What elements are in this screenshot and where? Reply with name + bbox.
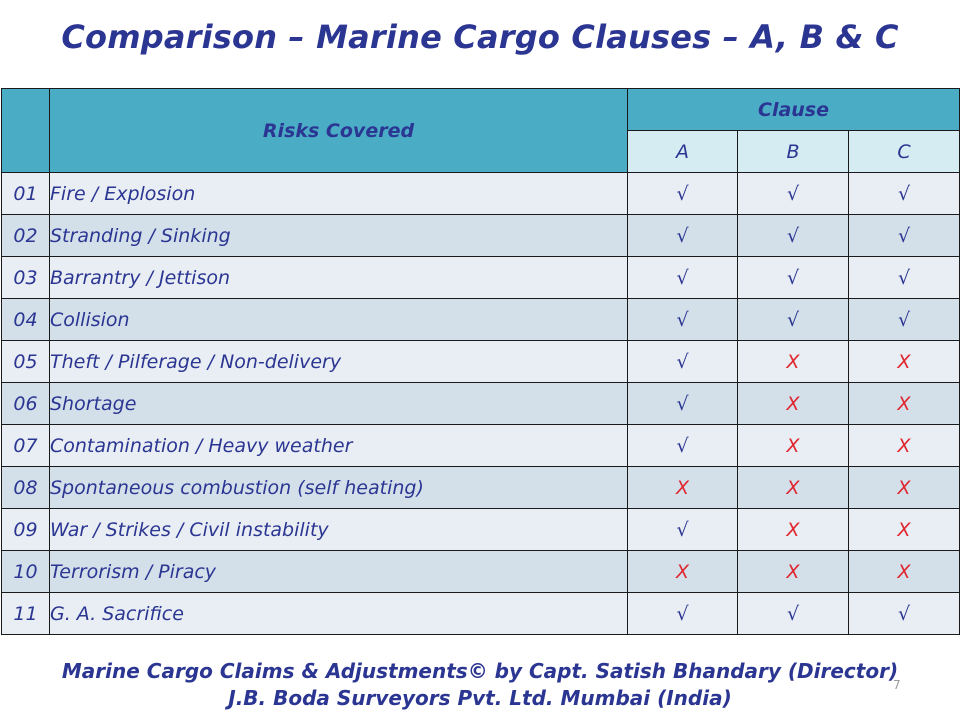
table-body — [2, 173, 960, 635]
clause-b-mark: X — [738, 383, 849, 425]
row-number: 10 — [2, 551, 50, 593]
clause-a-mark: X — [628, 467, 738, 509]
table-row — [2, 425, 960, 467]
table-row — [2, 383, 960, 425]
clause-a-mark: √ — [628, 299, 738, 341]
risk-label: Shortage — [50, 383, 628, 425]
page-number: 7 — [893, 678, 901, 692]
clause-c-mark: X — [849, 551, 960, 593]
risks-covered-header: Risks Covered — [50, 89, 628, 173]
row-number: 05 — [2, 341, 50, 383]
number-header-cell — [2, 89, 50, 173]
table-row — [2, 509, 960, 551]
clause-b-mark: X — [738, 509, 849, 551]
table-row — [2, 467, 960, 509]
row-number: 11 — [2, 593, 50, 635]
clause-a-mark: √ — [628, 173, 738, 215]
clause-c-mark: √ — [849, 173, 960, 215]
risk-label: Collision — [50, 299, 628, 341]
clause-c-mark: X — [849, 425, 960, 467]
table-row — [2, 299, 960, 341]
clause-c-mark: √ — [849, 257, 960, 299]
clause-header: Clause — [628, 89, 960, 131]
clause-a-header: A — [628, 131, 738, 173]
clause-b-mark: √ — [738, 215, 849, 257]
table-row — [2, 341, 960, 383]
clause-b-mark: √ — [738, 173, 849, 215]
table-row — [2, 257, 960, 299]
clause-a-mark: √ — [628, 383, 738, 425]
clause-b-mark: X — [738, 467, 849, 509]
clause-b-mark: √ — [738, 257, 849, 299]
clause-c-mark: X — [849, 341, 960, 383]
risk-label: Terrorism / Piracy — [50, 551, 628, 593]
clause-a-mark: √ — [628, 215, 738, 257]
risk-label: Spontaneous combustion (self heating) — [50, 467, 628, 509]
clause-b-mark: √ — [738, 299, 849, 341]
row-number: 09 — [2, 509, 50, 551]
clause-c-mark: X — [849, 467, 960, 509]
comparison-table — [1, 88, 960, 635]
clause-b-mark: √ — [738, 593, 849, 635]
footer-company-line: J.B. Boda Surveyors Pvt. Ltd. Mumbai (India) — [228, 686, 732, 710]
clause-a-mark: √ — [628, 425, 738, 467]
row-number: 03 — [2, 257, 50, 299]
clause-c-mark: √ — [849, 299, 960, 341]
clause-b-mark: X — [738, 341, 849, 383]
clause-c-mark: X — [849, 383, 960, 425]
table-row — [2, 215, 960, 257]
clause-a-mark: √ — [628, 509, 738, 551]
clause-b-mark: X — [738, 425, 849, 467]
table-row — [2, 593, 960, 635]
clause-a-mark: √ — [628, 593, 738, 635]
clause-c-header: C — [849, 131, 960, 173]
clause-c-mark: √ — [849, 215, 960, 257]
clause-a-mark: √ — [628, 257, 738, 299]
row-number: 08 — [2, 467, 50, 509]
clause-a-mark: √ — [628, 341, 738, 383]
clause-a-mark: X — [628, 551, 738, 593]
clause-b-header: B — [738, 131, 849, 173]
table-row — [2, 551, 960, 593]
risk-label: Contamination / Heavy weather — [50, 425, 628, 467]
footer-credit-line: Marine Cargo Claims & Adjustments© by Capt. Satish Bhandary (Director) — [61, 659, 899, 683]
table-row — [2, 173, 960, 215]
row-number: 07 — [2, 425, 50, 467]
risk-label: War / Strikes / Civil instability — [50, 509, 628, 551]
risk-label: Barrantry / Jettison — [50, 257, 628, 299]
row-number: 02 — [2, 215, 50, 257]
row-number: 01 — [2, 173, 50, 215]
row-number: 06 — [2, 383, 50, 425]
clause-c-mark: X — [849, 509, 960, 551]
risk-label: G. A. Sacrifice — [50, 593, 628, 635]
clause-b-mark: X — [738, 551, 849, 593]
row-number: 04 — [2, 299, 50, 341]
page-title: Comparison – Marine Cargo Clauses – A, B & C — [61, 18, 899, 56]
clause-c-mark: √ — [849, 593, 960, 635]
risk-label: Fire / Explosion — [50, 173, 628, 215]
risk-label: Stranding / Sinking — [50, 215, 628, 257]
risk-label: Theft / Pilferage / Non-delivery — [50, 341, 628, 383]
